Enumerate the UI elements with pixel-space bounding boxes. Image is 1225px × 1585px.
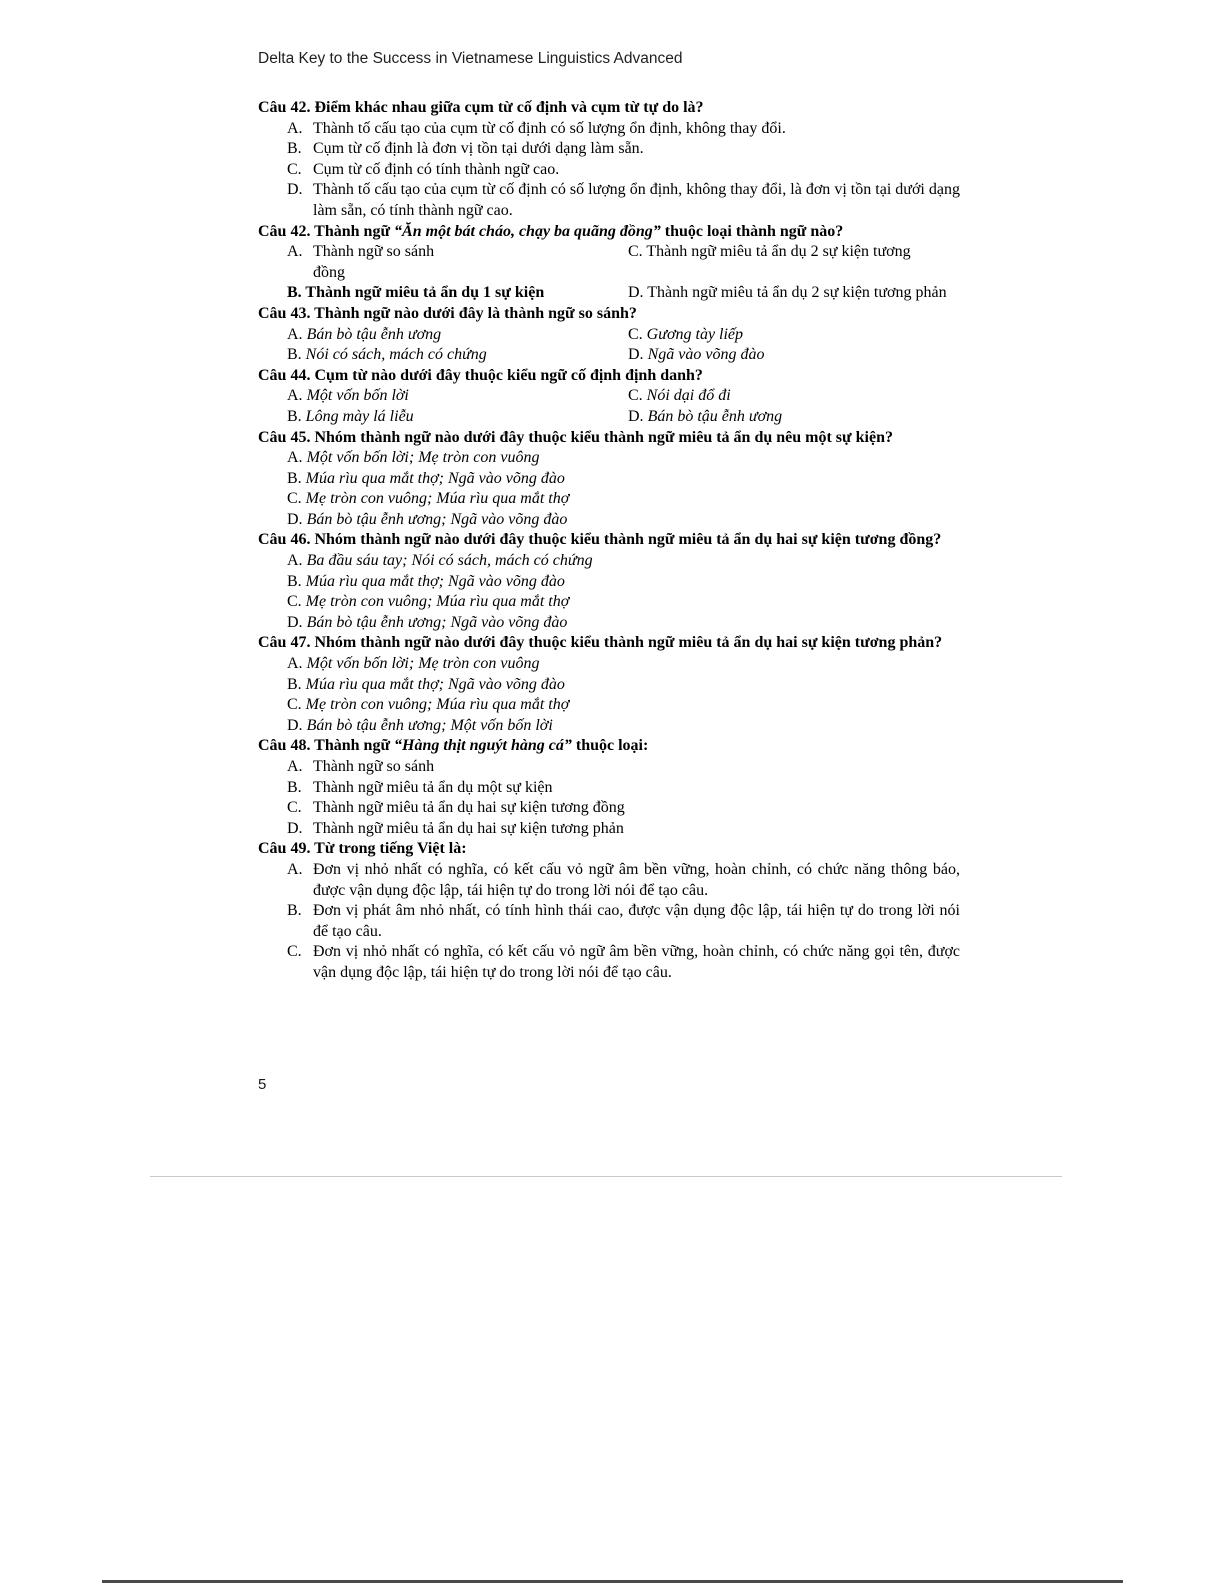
question-stem xyxy=(258,530,960,551)
option-d xyxy=(628,345,960,366)
option-text: Lông mày lá liễu xyxy=(305,407,414,425)
option-a xyxy=(287,242,628,263)
option-text: Thành ngữ miêu tả ẩn dụ một sự kiện xyxy=(313,778,553,796)
option-label: B. xyxy=(287,346,302,364)
option-a xyxy=(258,757,960,778)
question-text: thuộc loại: xyxy=(575,737,649,755)
option-text: Thành ngữ miêu tả ẩn dụ 2 sự kiện tương xyxy=(646,243,911,261)
option-c xyxy=(258,695,960,716)
option-label: A. xyxy=(287,860,303,878)
option-label: C. xyxy=(287,593,302,611)
option-row-ac xyxy=(258,325,960,346)
idiom-quote: “Hàng thịt nguýt hàng cá” xyxy=(394,737,572,755)
question-stem xyxy=(258,366,960,387)
option-c xyxy=(258,592,960,613)
question-text: Nhóm thành ngữ nào dưới đây thuộc kiểu thành ngữ miêu tả ẩn dụ hai sự kiện tương phản? xyxy=(314,634,943,652)
option-label: C. xyxy=(628,387,643,405)
question-stem xyxy=(258,736,960,757)
option-text: Bán bò tậu ễnh ương; Ngã vào võng đào xyxy=(306,613,568,631)
option-label: C. xyxy=(287,490,302,508)
option-label: B. xyxy=(287,284,302,302)
question-number: Câu 45. xyxy=(258,428,311,446)
option-text: Một vốn bốn lời xyxy=(306,387,409,405)
question-number: Câu 43. xyxy=(258,304,311,322)
option-label: D. xyxy=(287,510,303,528)
option-label: D. xyxy=(287,181,303,199)
option-text: Đơn vị phát âm nhỏ nhất, có tính hình thái cao, được vận dụng độc lập, tái hiện tự do trong lời nói để tạo câu. xyxy=(313,902,960,940)
option-text: Thành ngữ miêu tả ẩn dụ hai sự kiện tương phản xyxy=(313,819,624,837)
option-text: Thành ngữ miêu tả ẩn dụ 2 sự kiện tương phản xyxy=(647,284,947,302)
option-label: C. xyxy=(628,243,643,261)
question-text: Từ trong tiếng Việt là: xyxy=(314,840,467,858)
option-label: B. xyxy=(287,902,302,920)
option-label: A. xyxy=(287,449,303,467)
question-stem xyxy=(258,222,960,243)
option-label: D. xyxy=(287,819,303,837)
option-text: Múa rìu qua mắt thợ; Ngã vào võng đào xyxy=(305,469,565,487)
question-text: Nhóm thành ngữ nào dưới đây thuộc kiểu thành ngữ miêu tả ẩn dụ nêu một sự kiện? xyxy=(314,428,893,446)
question-number: Câu 46. xyxy=(258,531,311,549)
option-a xyxy=(258,654,960,675)
question-number: Câu 49. xyxy=(258,840,311,858)
option-text: Nói có sách, mách có chứng xyxy=(305,346,487,364)
question-45 xyxy=(258,428,960,531)
question-49 xyxy=(258,839,960,983)
question-text: Điểm khác nhau giữa cụm từ cố định và cụm từ tự do là? xyxy=(314,99,704,116)
question-number: Câu 42. xyxy=(258,222,311,240)
option-label: D. xyxy=(628,407,644,425)
question-42-2 xyxy=(258,222,960,304)
option-label: B. xyxy=(287,140,302,158)
page-header-title: Delta Key to the Success in Vietnamese Linguistics Advanced xyxy=(258,50,683,67)
option-b xyxy=(258,901,960,942)
option-label: B. xyxy=(287,675,302,693)
option-c xyxy=(258,798,960,819)
option-d xyxy=(258,510,960,531)
question-stem xyxy=(258,428,960,449)
option-c xyxy=(628,242,960,263)
option-c xyxy=(258,160,960,181)
option-c xyxy=(258,489,960,510)
option-row-bd xyxy=(258,407,960,428)
option-text: Bán bò tậu ễnh ương; Một vốn bốn lời xyxy=(306,716,553,734)
exam-content xyxy=(258,98,960,984)
option-text: Múa rìu qua mắt thợ; Ngã vào võng đào xyxy=(305,572,565,590)
option-label: C. xyxy=(628,325,643,343)
option-label: B. xyxy=(287,469,302,487)
option-text: Múa rìu qua mắt thợ; Ngã vào võng đào xyxy=(305,675,565,693)
question-stem xyxy=(258,304,960,325)
option-label: B. xyxy=(287,407,302,425)
option-a xyxy=(258,448,960,469)
question-text: Thành ngữ xyxy=(314,222,391,240)
question-stem xyxy=(258,633,960,654)
option-text: Cụm từ cố định có tính thành ngữ cao. xyxy=(313,160,560,178)
option-label: D. xyxy=(628,346,644,364)
question-number: Câu 48. xyxy=(258,737,311,755)
option-text: Mẹ tròn con vuông; Múa rìu qua mắt thợ xyxy=(305,696,570,714)
option-label: C. xyxy=(287,943,302,961)
option-d xyxy=(628,283,960,304)
option-label: B. xyxy=(287,572,302,590)
option-a xyxy=(287,325,628,346)
option-text: Một vốn bốn lời; Mẹ tròn con vuông xyxy=(306,449,540,467)
option-label: C. xyxy=(287,696,302,714)
option-a xyxy=(258,551,960,572)
option-text: Đơn vị nhỏ nhất có nghĩa, có kết cấu vỏ ngữ âm bền vững, hoàn chỉnh, có chức năng gọi tên, được vận dụng độc lập, tái hiện tự do trong lời nói để tạo câu. xyxy=(313,943,960,981)
option-text: Đơn vị nhỏ nhất có nghĩa, có kết cấu vỏ ngữ âm bền vững, hoàn chỉnh, có chức năng thông báo, được vận dụng độc lập, tái hiện tự do trong lời nói để tạo câu. xyxy=(313,860,960,899)
option-b xyxy=(258,572,960,593)
question-43 xyxy=(258,304,960,366)
option-d xyxy=(258,819,960,840)
option-row-bd xyxy=(258,345,960,366)
option-label: A. xyxy=(287,119,303,137)
option-d xyxy=(258,180,960,221)
option-b xyxy=(287,283,628,304)
option-row-ac xyxy=(258,242,960,263)
option-label: A. xyxy=(287,552,303,570)
option-text: Thành ngữ miêu tả ẩn dụ hai sự kiện tương đồng xyxy=(313,799,625,817)
option-c xyxy=(258,942,960,983)
question-46 xyxy=(258,530,960,633)
option-a xyxy=(258,860,960,901)
option-text: Cụm từ cố định là đơn vị tồn tại dưới dạng làm sẵn. xyxy=(313,140,644,158)
question-42-1 xyxy=(258,98,960,222)
option-label: A. xyxy=(287,655,303,673)
option-label: A. xyxy=(287,325,303,343)
option-label: C. xyxy=(287,160,302,178)
option-text: Gương tày liếp xyxy=(646,325,744,343)
option-d xyxy=(258,716,960,737)
option-text: Thành ngữ so sánh xyxy=(313,758,435,775)
question-text: Thành ngữ nào dưới đây là thành ngữ so sánh? xyxy=(314,304,637,322)
question-48 xyxy=(258,736,960,839)
option-label: D. xyxy=(287,716,303,734)
question-text: thuộc loại thành ngữ nào? xyxy=(664,222,844,240)
option-text: Ngã vào võng đào xyxy=(647,346,765,364)
option-b xyxy=(258,469,960,490)
option-text: Thành tố cấu tạo của cụm từ cố định có số lượng ổn định, không thay đổi. xyxy=(313,119,786,137)
page-number: 5 xyxy=(258,1076,267,1093)
option-text: Thành tố cấu tạo của cụm từ cố định có số lượng ổn định, không thay đổi, là đơn vị tồn tại dưới dạng làm sẵn, có tính thành ngữ cao. xyxy=(313,181,960,219)
question-stem xyxy=(258,839,960,860)
question-stem xyxy=(258,98,960,119)
option-c xyxy=(628,325,960,346)
question-44 xyxy=(258,366,960,428)
question-number: Câu 44. xyxy=(258,366,311,384)
option-d xyxy=(258,613,960,634)
option-text: Bán bò tậu ễnh ương xyxy=(306,325,442,343)
option-b xyxy=(258,139,960,160)
page-divider-line xyxy=(150,1176,1062,1177)
option-c xyxy=(628,386,960,407)
option-label: D. xyxy=(287,613,303,631)
question-text: Cụm từ nào dưới đây thuộc kiểu ngữ cố định định danh? xyxy=(314,366,703,384)
option-label: C. xyxy=(287,799,302,817)
question-number: Câu 42. xyxy=(258,99,311,116)
option-b xyxy=(258,675,960,696)
option-text: Mẹ tròn con vuông; Múa rìu qua mắt thợ xyxy=(305,593,570,611)
option-text: Ba đầu sáu tay; Nói có sách, mách có chứng xyxy=(306,552,593,570)
option-text: Bán bò tậu ễnh ương xyxy=(647,407,783,425)
option-b xyxy=(287,407,628,428)
option-a xyxy=(258,119,960,140)
question-47 xyxy=(258,633,960,736)
option-text: Nói dại đổ đi xyxy=(646,387,731,405)
option-d xyxy=(628,407,960,428)
idiom-quote: “Ăn một bát cháo, chạy ba quãng đồng” xyxy=(394,222,661,240)
option-row-ac xyxy=(258,386,960,407)
option-text: Thành ngữ so sánh xyxy=(313,243,435,261)
option-text: Một vốn bốn lời; Mẹ tròn con vuông xyxy=(306,655,540,673)
question-text: Thành ngữ xyxy=(314,737,391,755)
option-label: A. xyxy=(287,758,303,775)
option-label: B. xyxy=(287,778,302,796)
option-a xyxy=(287,386,628,407)
option-label: D. xyxy=(628,284,644,302)
option-b xyxy=(258,778,960,799)
option-text: Thành ngữ miêu tả ẩn dụ 1 sự kiện xyxy=(305,284,545,302)
question-number: Câu 47. xyxy=(258,634,311,652)
bottom-edge-bar xyxy=(102,1580,1123,1583)
option-text: Bán bò tậu ễnh ương; Ngã vào võng đào xyxy=(306,510,568,528)
option-label: A. xyxy=(287,243,303,261)
option-text: Mẹ tròn con vuông; Múa rìu qua mắt thợ xyxy=(305,490,570,508)
option-row-bd xyxy=(258,283,960,304)
option-c-continuation: đồng xyxy=(313,263,345,281)
question-text: Nhóm thành ngữ nào dưới đây thuộc kiểu thành ngữ miêu tả ẩn dụ hai sự kiện tương đồng? xyxy=(314,531,942,549)
option-b xyxy=(287,345,628,366)
option-label: A. xyxy=(287,387,303,405)
